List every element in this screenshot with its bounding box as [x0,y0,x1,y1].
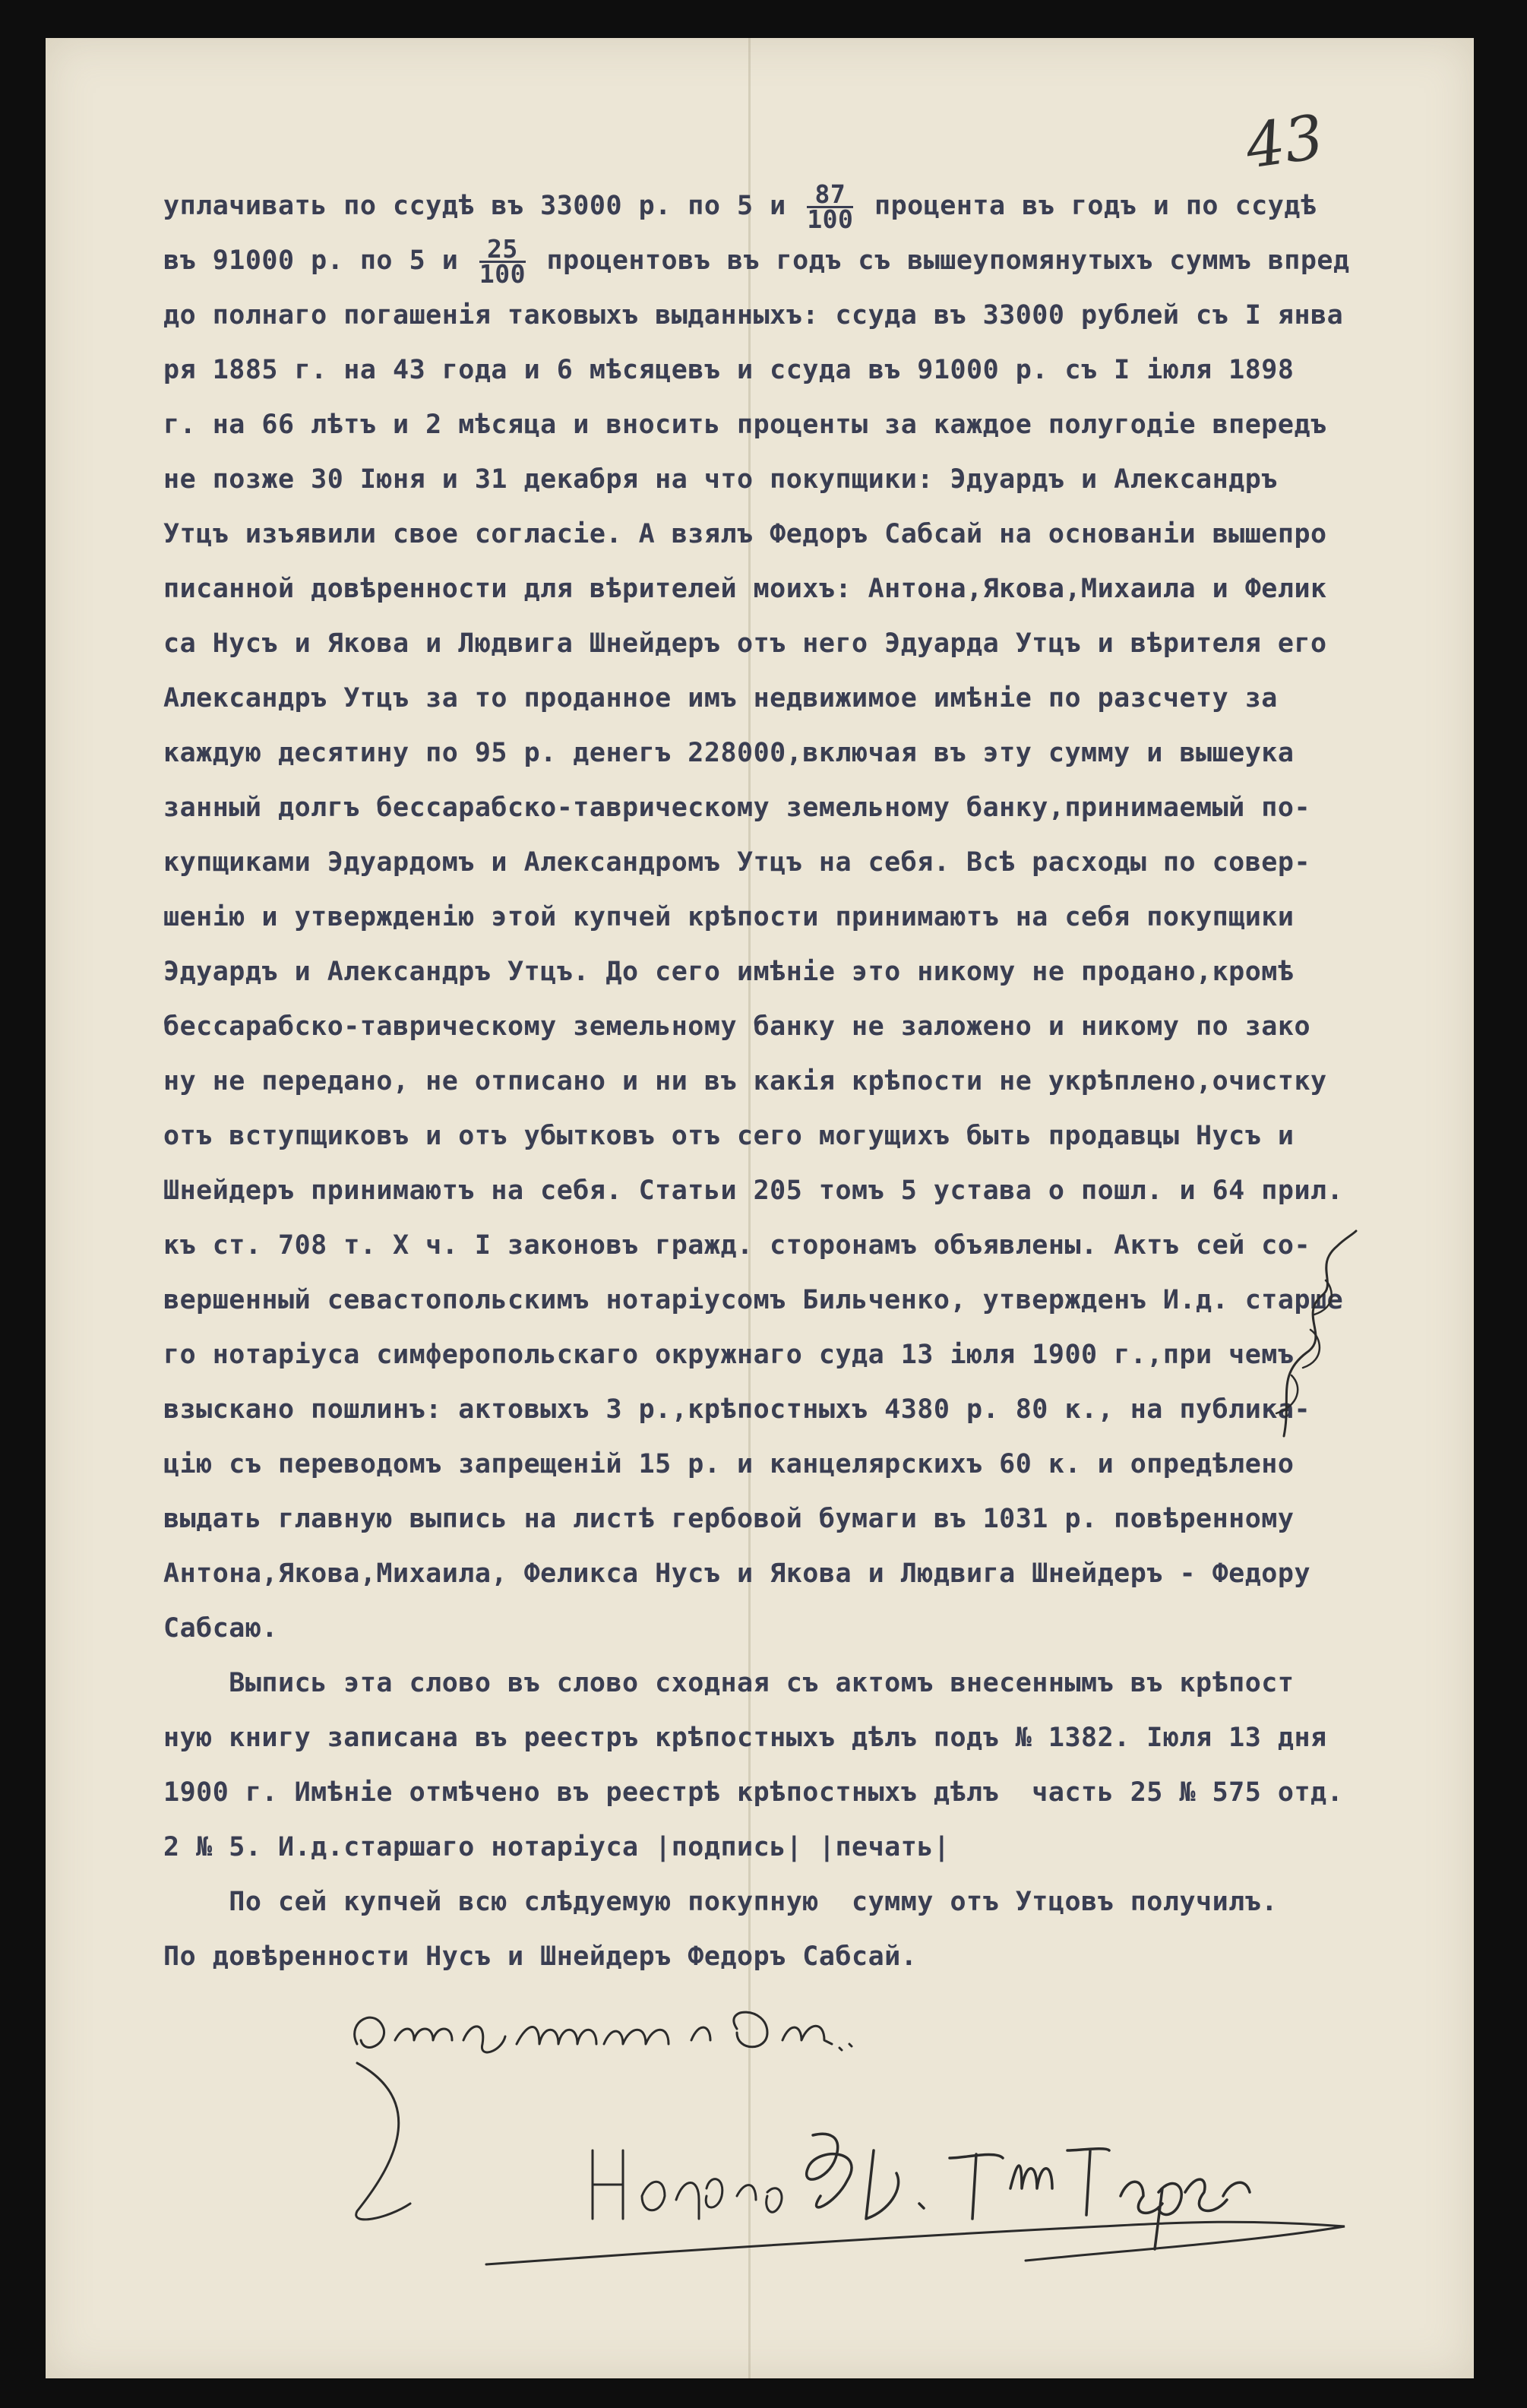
text-segment: вершенный севастопольскимъ нотаріусомъ Бильченко, утвержденъ И.д. старше [163,1285,1344,1315]
text-segment: Утцъ изъявили свое согласіе. А взялъ Федоръ Сабсай на основаніи вышепро [163,519,1327,549]
text-segment: По сей купчей всю слѣдуемую покупную сумму отъ Утцовъ получилъ. [163,1887,1278,1917]
text-segment: бессарабско-таврическому земельному банку не заложено и никому по зако [163,1011,1311,1042]
text-segment: купщиками Эдуардомъ и Александромъ Утцъ на себя. Всѣ расходы по совер- [163,847,1311,878]
text-segment: каждую десятину по 95 р. денегъ 228000,включая въ эту сумму и вышеука [163,738,1295,768]
text-line [163,1601,1470,1656]
text-segment: го нотаріуса симферопольскаго окружнаго суда 13 іюля 1900 г.,при чемъ [163,1340,1295,1370]
text-segment: ря 1885 г. на 43 года и 6 мѣсяцевъ и ссуда въ 91000 р. съ I іюля 1898 [163,355,1295,385]
text-line [163,397,1470,452]
text-segment: до полнаго погашенія таковыхъ выданныхъ: ссуда въ 33000 рублей съ I янва [163,300,1344,331]
text-line [163,1492,1470,1546]
text-segment: г. на 66 лѣтъ и 2 мѣсяца и вносить проценты за каждое полугодіе впередъ [163,410,1327,440]
fraction-denominator: 100 [807,204,854,234]
text-segment: Эдуардъ и Александръ Утцъ. До сего имѣніе это никому не продано,кромѣ [163,957,1295,987]
text-segment: Александръ Утцъ за то проданное имъ недвижимое имѣніе по разсчету за [163,683,1278,714]
text-line [163,507,1470,562]
fraction-numerator: 25 [479,238,526,263]
text-segment: По довѣренности Нусъ и Шнейдеръ Федоръ Сабсай. [163,1941,918,1972]
text-line [163,1109,1470,1163]
fraction [479,233,526,289]
text-segment: шенію и утвержденію этой купчей крѣпости принимаютъ на себя покупщики [163,902,1295,932]
text-line [163,780,1470,835]
text-segment: 2 № 5. И.д.старшаго нотаріуса |подпись| |печать| [163,1832,950,1862]
text-line [163,1656,1470,1710]
text-segment: выдать главную выпись на листѣ гербовой бумаги въ 1031 р. повѣренному [163,1504,1295,1534]
text-segment: процента въ годъ и по ссудѣ [858,191,1317,221]
text-line [163,562,1470,616]
text-segment: Выпись эта слово въ слово сходная съ актомъ внесеннымъ въ крѣпост [163,1668,1295,1698]
text-segment: Антона,Якова,Михаила, Феликса Нусъ и Якова и Людвига Шнейдеръ - Федору [163,1558,1311,1589]
text-segment: ную книгу записана въ реестръ крѣпостныхъ дѣлъ подъ № 1382. Іюля 13 дня [163,1723,1327,1753]
text-segment: къ ст. 708 т. X ч. I законовъ гражд. сторонамъ объявлены. Актъ сей со- [163,1230,1311,1261]
text-line [163,616,1470,671]
text-line [163,945,1470,999]
text-line [163,671,1470,726]
text-segment: не позже 30 Іюня и 31 декабря на что покупщики: Эдуардъ и Александръ [163,464,1278,495]
fraction-denominator: 100 [479,258,526,289]
margin-handwritten-note [1261,1223,1367,1451]
text-segment: 1900 г. Имѣніе отмѣчено въ реестрѣ крѣпостныхъ дѣлъ часть 25 № 575 отд. [163,1777,1344,1808]
text-segment: ну не передано, не отписано и ни въ какія крѣпости не укрѣплено,очистку [163,1066,1327,1096]
text-line [163,835,1470,890]
text-line [163,1929,1470,1984]
text-line [163,1546,1470,1601]
text-line [163,1820,1470,1875]
text-line [163,999,1470,1054]
text-segment: Сабсаю. [163,1613,279,1644]
text-segment: въ 91000 р. по 5 и [163,245,475,276]
typed-body-text [163,179,1470,1984]
text-segment: взыскано пошлинъ: актовыхъ 3 р.,крѣпостныхъ 4380 р. 80 к., на публика- [163,1394,1311,1425]
fraction [807,179,854,234]
text-line [163,1054,1470,1109]
text-segment: уплачивать по ссудѣ въ 33000 р. по 5 и [163,191,803,221]
text-line [163,343,1470,397]
text-segment: са Нусъ и Якова и Людвига Шнейдеръ отъ него Эдуарда Утцъ и вѣрителя его [163,628,1327,659]
fraction-numerator: 87 [807,183,853,208]
text-line [163,452,1470,507]
text-segment: занный долгъ бессарабско-таврическому земельному банку,принимаемый по- [163,793,1311,823]
text-segment: Шнейдеръ принимаютъ на себя. Статьи 205 томъ 5 устава о пошл. и 64 прил. [163,1176,1344,1206]
text-segment: цію съ переводомъ запрещеній 15 р. и канцелярскихъ 60 к. и опредѣлено [163,1449,1295,1479]
text-line [163,890,1470,945]
text-segment: отъ вступщиковъ и отъ убытковъ отъ сего могущихъ быть продавцы Нусъ и [163,1121,1295,1151]
text-line [163,1163,1470,1218]
notary-handwritten-signature [342,1998,1367,2318]
text-line [163,1875,1470,1929]
text-line [163,179,1470,233]
page-number: 43 [1241,101,1328,182]
text-line [163,288,1470,343]
text-line [163,233,1470,288]
text-segment: процентовъ въ годъ съ вышеупомянутыхъ суммъ впред [530,245,1350,276]
text-line [163,1765,1470,1820]
text-segment: писанной довѣренности для вѣрителей моихъ: Антона,Якова,Михаила и Фелик [163,574,1327,604]
text-line [163,726,1470,780]
text-line [163,1710,1470,1765]
